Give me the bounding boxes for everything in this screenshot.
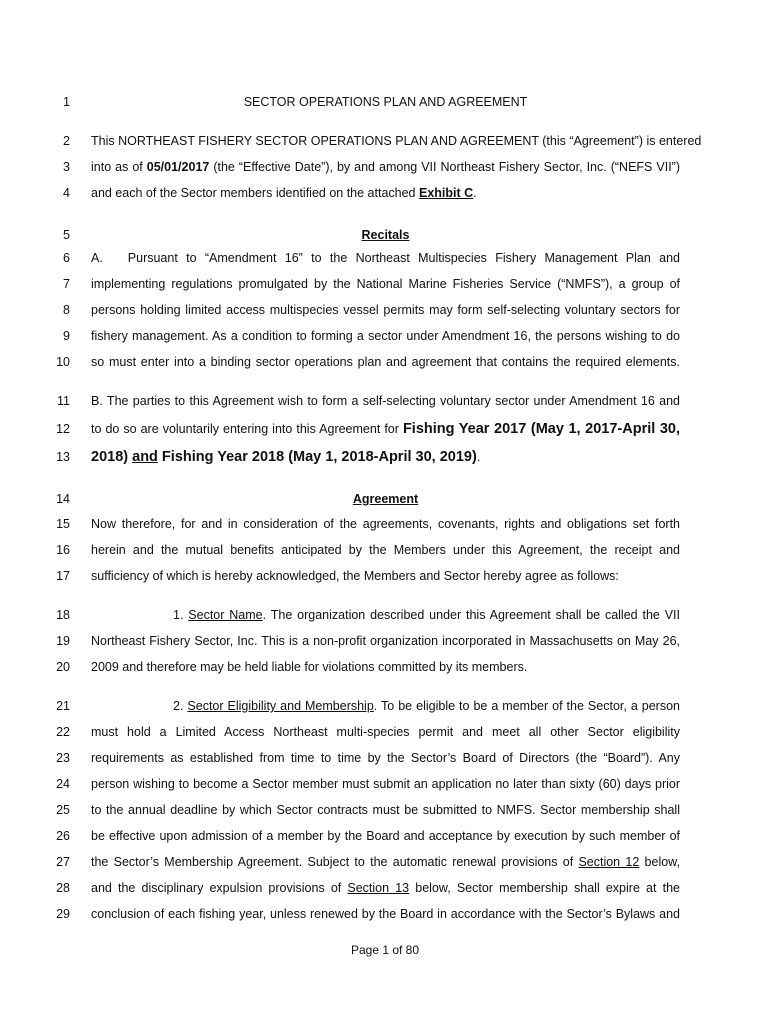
section-heading-agreement: Agreement xyxy=(352,492,419,506)
line-number: 16 xyxy=(56,543,70,557)
section-13-reference: Section 13 xyxy=(347,881,410,895)
text-line: conclusion of each fishing year, unless renewed by the Board in accordance with the Sector’s Bylaws and xyxy=(91,907,680,921)
text-line: 2018) and Fishing Year 2018 (May 1, 2018-April 30, 2019). xyxy=(91,449,481,465)
section-2-title: Sector Eligibility and Membership xyxy=(187,699,374,713)
text-line: into as of 05/01/2017 (the “Effective Date”), by and among VII Northeast Fishery Sector, Inc. (“NEFS VII”) xyxy=(91,160,680,174)
line-number: 24 xyxy=(56,777,70,791)
line-number: 22 xyxy=(56,725,70,739)
text-line: 1. Sector Name. The organization described under this Agreement shall be called the VII xyxy=(173,608,680,622)
line-number: 17 xyxy=(56,569,70,583)
text-line: person wishing to become a Sector member must submit an application no later than sixty (60) days prior xyxy=(91,777,680,791)
line-number: 3 xyxy=(63,160,70,174)
text-line: 2009 and therefore may be held liable for violations committed by its members. xyxy=(91,660,528,674)
page-footer: Page 1 of 80 xyxy=(350,943,420,957)
line-number: 12 xyxy=(56,422,70,436)
document-title: SECTOR OPERATIONS PLAN AND AGREEMENT xyxy=(243,95,528,109)
text-line: and each of the Sector members identified on the attached Exhibit C. xyxy=(91,186,477,200)
section-1-title: Sector Name xyxy=(188,608,263,622)
text-line: A. Pursuant to “Amendment 16” to the Northeast Multispecies Fishery Management Plan and xyxy=(91,251,680,265)
line-number: 11 xyxy=(57,394,70,408)
line-number: 13 xyxy=(56,450,70,464)
line-number: 7 xyxy=(63,277,70,291)
text-line: 2. Sector Eligibility and Membership. To be eligible to be a member of the Sector, a person xyxy=(173,699,680,713)
line-number: 20 xyxy=(56,660,70,674)
text-line: Now therefore, for and in consideration of the agreements, covenants, rights and obligations set forth xyxy=(91,517,680,531)
line-number: 27 xyxy=(56,855,70,869)
line-number: 8 xyxy=(63,303,70,317)
text-line: be effective upon admission of a member by the Board and acceptance by execution by such member of xyxy=(91,829,680,843)
text-line: the Sector’s Membership Agreement. Subject to the automatic renewal provisions of Section 12 below, xyxy=(91,855,680,869)
text-line: herein and the mutual benefits anticipated by the Members under this Agreement, the receipt and xyxy=(91,543,680,557)
line-number: 26 xyxy=(56,829,70,843)
line-number: 9 xyxy=(63,329,70,343)
text-line: implementing regulations promulgated by the National Marine Fisheries Service (“NMFS”), a group of xyxy=(91,277,680,291)
effective-date: 05/01/2017 xyxy=(146,160,210,174)
section-12-reference: Section 12 xyxy=(578,855,640,869)
line-number: 29 xyxy=(56,907,70,921)
line-number: 10 xyxy=(56,355,70,369)
text-line: sufficiency of which is hereby acknowledged, the Members and Sector hereby agree as follows: xyxy=(91,569,619,583)
line-number: 6 xyxy=(63,251,70,265)
line-number: 1 xyxy=(63,95,70,109)
text-line: fishery management. As a condition to forming a sector under Amendment 16, the persons wishing to do xyxy=(91,329,680,343)
text-line: so must enter into a binding sector operations plan and agreement that contains the required elements. xyxy=(91,355,680,369)
line-number: 28 xyxy=(56,881,70,895)
text-line: to do so are voluntarily entering into this Agreement for Fishing Year 2017 (May 1, 2017-April 30, xyxy=(91,421,681,437)
exhibit-c-reference: Exhibit C xyxy=(419,186,474,200)
line-number: 14 xyxy=(56,492,70,506)
line-number: 21 xyxy=(56,699,70,713)
line-number: 2 xyxy=(63,134,70,148)
text-line: persons holding limited access multispecies vessel permits may form self-selecting voluntary sectors for xyxy=(91,303,680,317)
text-line: requirements as established from time to time by the Sector’s Board of Directors (the “Board”). Any xyxy=(91,751,680,765)
text-line: and the disciplinary expulsion provisions of Section 13 below, Sector membership shall expire at the xyxy=(91,881,680,895)
line-number: 15 xyxy=(56,517,70,531)
fishing-year-2018: Fishing Year 2018 (May 1, 2018-April 30, 2019) xyxy=(157,449,477,465)
fishing-year-2017: Fishing Year 2017 (May 1, 2017-April 30, xyxy=(402,421,681,437)
line-number: 19 xyxy=(56,634,70,648)
line-number: 23 xyxy=(56,751,70,765)
line-number: 25 xyxy=(56,803,70,817)
text-line: B. The parties to this Agreement wish to form a self-selecting voluntary sector under Amendment 16 and xyxy=(91,394,680,408)
section-heading-recitals: Recitals xyxy=(361,228,410,242)
text-line: This NORTHEAST FISHERY SECTOR OPERATIONS PLAN AND AGREEMENT (this “Agreement”) is entered xyxy=(91,134,702,148)
text-line: Northeast Fishery Sector, Inc. This is a non-profit organization incorporated in Massachusetts on May 26, xyxy=(91,634,680,648)
line-number: 18 xyxy=(56,608,70,622)
line-number: 5 xyxy=(63,228,70,242)
text-line: must hold a Limited Access Northeast multi-species permit and meet all other Sector eligibility xyxy=(91,725,680,739)
line-number: 4 xyxy=(63,186,70,200)
text-line: to the annual deadline by which Sector contracts must be submitted to NMFS. Sector membership shall xyxy=(91,803,680,817)
